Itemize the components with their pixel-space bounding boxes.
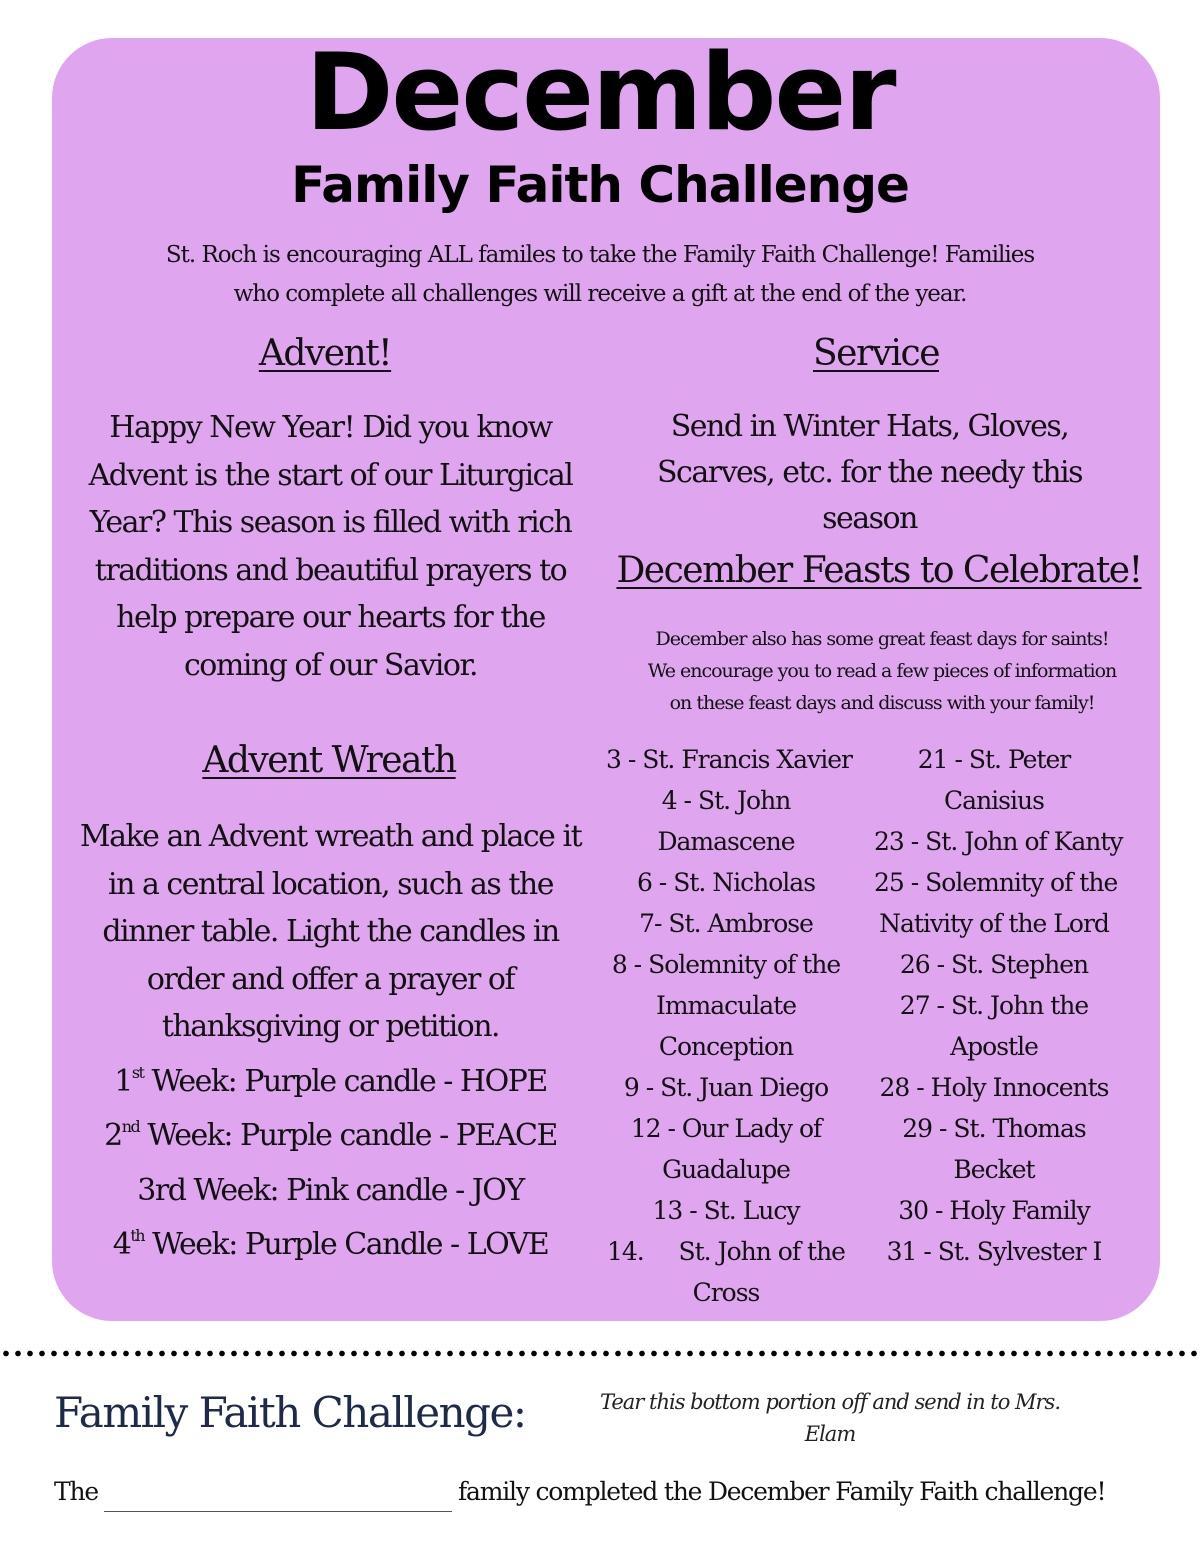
- feast-item: 25 - Solemnity of the: [874, 868, 1118, 897]
- feast-item: 31 - St. Sylvester I: [886, 1237, 1102, 1266]
- week-4-candle: [78, 1214, 583, 1269]
- feast-item: Immaculate: [655, 991, 797, 1020]
- week-1-candle: [78, 1051, 583, 1106]
- feast-item: Apostle: [950, 1032, 1038, 1061]
- advent-text: Happy New Year! Did you know Advent is the start of our Liturgical Year? This season is filled with rich traditions and beautiful prayers to help prepare our hearts for the coming of our Savior.: [88, 410, 573, 683]
- week-text: Week: Purple candle - PEACE: [139, 1118, 557, 1153]
- page-title: December: [305, 31, 895, 154]
- advent-wreath-section: [78, 813, 583, 1269]
- feast-item: 8 - Solemnity of the: [611, 950, 841, 979]
- feast-item: 4 - St. John: [661, 786, 791, 815]
- feast-item: Conception: [658, 1032, 794, 1061]
- feasts-heading: December Feasts to Celebrate!: [616, 550, 1142, 591]
- feasts-list-left: [606, 739, 852, 1313]
- feast-item: 6 - St. Nicholas: [636, 868, 816, 897]
- feast-item: 7- St. Ambrose: [639, 909, 813, 938]
- completion-prefix: The: [54, 1477, 98, 1506]
- feast-item: 30 - Holy Family: [898, 1196, 1090, 1225]
- service-heading: Service: [813, 333, 939, 374]
- page-subtitle: Family Faith Challenge: [291, 156, 909, 214]
- week-text: Week: Purple candle - HOPE: [143, 1063, 547, 1099]
- family-name-blank[interactable]: [104, 1481, 452, 1512]
- completion-suffix: family completed the December Family Faith challenge!: [457, 1477, 1106, 1506]
- feast-item: Guadalupe: [662, 1155, 790, 1184]
- feasts-list-right: [874, 739, 1123, 1272]
- feast-item: Canisius: [944, 786, 1044, 815]
- feast-item: 9 - St. Juan Diego: [623, 1073, 829, 1102]
- tearoff-instruction-line-1: Tear this bottom portion off and send in to Mrs.: [599, 1390, 1061, 1414]
- week-number: 3rd: [137, 1172, 186, 1208]
- feast-item: 27 - St. John the: [899, 991, 1089, 1020]
- week-text: Week: Pink candle - JOY: [185, 1172, 524, 1208]
- advent-wreath-text: Make an Advent wreath and place it in a central location, such as the dinner table. Light the candles in order and offer a prayer of thanksgiving or petition.: [79, 819, 582, 1044]
- feast-item: 14. St. John of the: [607, 1237, 845, 1266]
- week-ordinal: st: [131, 1062, 144, 1082]
- week-2-candle: [78, 1105, 583, 1160]
- service-text: Send in Winter Hats, Gloves, Scarves, etc. for the needy this season: [656, 409, 1083, 536]
- tearoff-title: Family Faith Challenge:: [54, 1388, 526, 1437]
- intro-line-1: St. Roch is encouraging ALL familes to take the Family Faith Challenge! Families: [165, 242, 1035, 268]
- intro-line-2: who complete all challenges will receive a gift at the end of the year.: [233, 281, 967, 307]
- feast-item: 28 - Holy Innocents: [879, 1073, 1109, 1102]
- advent-wreath-heading: Advent Wreath: [202, 740, 456, 781]
- completion-line: [54, 1472, 1164, 1512]
- feast-item: Nativity of the Lord: [879, 909, 1109, 938]
- week-number: 4: [112, 1227, 131, 1262]
- feast-item: 13 - St. Lucy: [652, 1196, 800, 1225]
- feast-item: 12 - Our Lady of: [630, 1114, 822, 1143]
- feast-item: 3 - St. Francis Xavier: [606, 745, 852, 774]
- feast-item: 21 - St. Peter: [917, 745, 1071, 774]
- feasts-note-line-2: We encourage you to read a few pieces of information: [647, 660, 1117, 682]
- week-ordinal: th: [130, 1226, 145, 1245]
- week-number: 2: [104, 1118, 122, 1153]
- tear-line: [0, 1350, 1200, 1357]
- feast-item: Damascene: [657, 827, 795, 856]
- feasts-note: [612, 623, 1152, 719]
- feasts-note-line-3: on these feast days and discuss with your family!: [669, 692, 1095, 714]
- advent-heading: Advent!: [258, 333, 392, 374]
- feast-item: 26 - St. Stephen: [899, 950, 1089, 979]
- tearoff-instruction-line-2: Elam: [804, 1422, 856, 1446]
- feast-item: Cross: [692, 1278, 760, 1307]
- week-ordinal: nd: [121, 1117, 140, 1136]
- feast-item: 29 - St. Thomas: [902, 1114, 1086, 1143]
- feast-item: Becket: [953, 1155, 1035, 1184]
- week-text: Week: Purple Candle - LOVE: [144, 1227, 549, 1262]
- feasts-note-line-1: December also has some great feast days for saints!: [655, 628, 1109, 650]
- tearoff-instruction: [595, 1386, 1065, 1450]
- week-3-candle: [78, 1160, 583, 1215]
- week-number: 1: [114, 1063, 132, 1099]
- intro-text: [130, 236, 1070, 314]
- feast-item: 23 - St. John of Kanty: [874, 827, 1123, 856]
